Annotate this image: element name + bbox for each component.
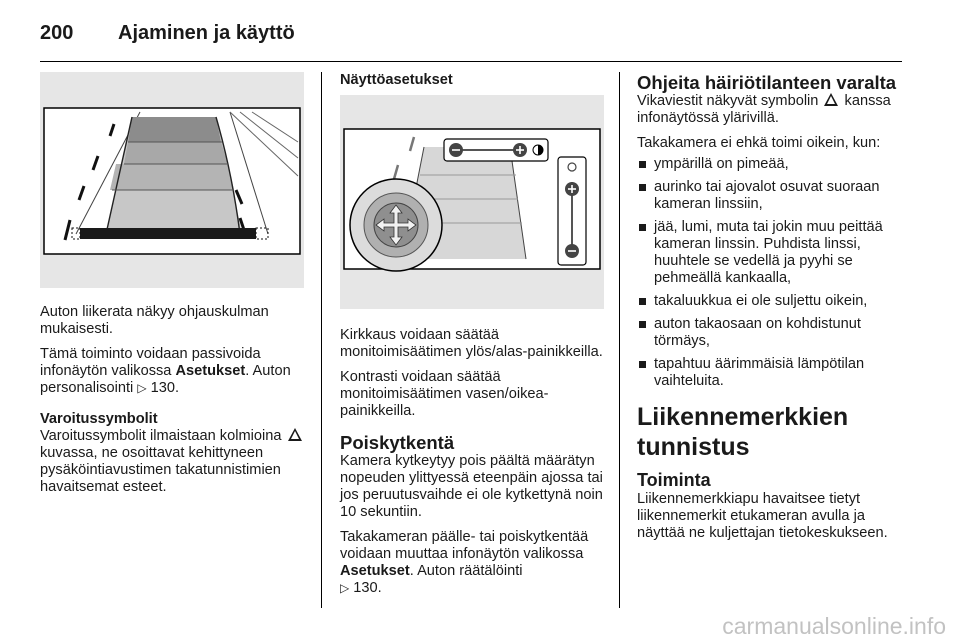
switch-off-heading: Poiskytkentä: [340, 432, 455, 453]
conditions-intro: Takakamera ei ehkä toimi oikein, kun:: [637, 135, 881, 151]
deactivation-paragraph: [40, 346, 305, 397]
warning-symbols-heading: Varoitussymbolit: [40, 411, 158, 427]
page-header: [40, 14, 910, 54]
page-reference: 130.: [150, 380, 180, 396]
fault-heading: Ohjeita häiriötilanteen varalta: [637, 72, 897, 93]
conditions-list: [637, 156, 907, 390]
fault-text-end: kanssa infonäytössä ylärivillä.: [637, 93, 891, 126]
list-item: jää, lumi, muta tai jokin muu peittää kameran linssin. Puhdista linssi, huuhtele se vedellä ja pyyhi se pehmeällä kankaalla,: [637, 219, 907, 287]
switch-off-text: Kamera kytkeytyy pois päältä määrätyn nopeuden ylittyessä eteenpäin ajossa tai jos peruutusvaihde ei ole kytkettynä noin 10 sekuntiin.: [340, 453, 603, 520]
warning-text-end: kuvassa, ne osoittavat kehittyneen pysäköintiavustimen takatunnistimien havaitsemat esteet.: [40, 445, 281, 495]
column-divider-1: [321, 72, 322, 608]
warning-text-start: Varoitussymbolit ilmaistaan kolmioina: [40, 428, 286, 444]
warning-triangle-icon: [288, 428, 302, 441]
deactivation-text: Tämä toiminto voidaan passivoida infonäytön valikossa: [40, 346, 261, 379]
warning-triangle-icon: [824, 93, 838, 106]
camera-toggle-paragraph: [340, 529, 605, 597]
arrow-reference-icon: ▷: [340, 581, 350, 595]
list-item: tapahtuu äärimmäisiä lämpötilan vaihteluita.: [637, 356, 907, 390]
display-settings-figure: [340, 95, 604, 309]
switch-off-section: [340, 432, 605, 521]
header-divider: [40, 61, 902, 62]
column-divider-2: [619, 72, 620, 608]
figure-caption: Auton liikerata näkyy ohjauskulman mukaisesti.: [40, 304, 269, 337]
column-2: [340, 72, 605, 605]
warning-symbols-paragraph: [40, 411, 305, 496]
list-item: auton takaosaan on kohdistunut törmäys,: [637, 316, 907, 350]
settings-term: Asetukset: [340, 563, 410, 579]
arrow-reference-icon: ▷: [137, 381, 147, 395]
function-heading: Toiminta: [637, 470, 711, 490]
display-settings-title: Näyttöasetukset: [340, 72, 453, 88]
brightness-paragraph: Kirkkaus voidaan säätää monitoimisäätimen ylös/alas-painikkeilla.: [340, 327, 603, 360]
settings-term: Asetukset: [175, 363, 246, 379]
contrast-paragraph: Kontrasti voidaan säätää monitoimisäätimen vasen/oikea-painikkeilla.: [340, 369, 549, 419]
list-item: takaluukkua ei ole suljettu oikein,: [637, 293, 907, 310]
personalisation-text: . Auton personalisointi: [40, 363, 291, 396]
list-item: ympärillä on pimeää,: [637, 156, 907, 173]
page-reference: 130.: [353, 580, 382, 596]
traffic-sign-heading: Liikennemerkkien tunnistus: [637, 403, 849, 461]
fault-section: [637, 72, 907, 127]
fault-text-start: Vikaviestit näkyvät symbolin: [637, 93, 823, 109]
watermark: carmanualsonline.info: [722, 613, 946, 639]
chapter-title: Ajaminen ja käyttö: [118, 22, 295, 44]
function-text: Liikennemerkkiapu havaitsee tietyt liikennemerkit etukameran avulla ja näyttää ne kuljettajan tietokeskukseen.: [637, 491, 888, 541]
function-section: [637, 470, 907, 542]
column-1: [40, 72, 305, 504]
camera-toggle-text: Takakameran päälle- tai poiskytkentää voidaan muuttaa infonäytön valikossa: [340, 529, 589, 562]
customisation-text: . Auton räätälöinti: [409, 563, 523, 579]
column-3: [637, 72, 907, 550]
page-number: 200: [40, 22, 74, 44]
list-item: aurinko tai ajovalot osuvat suoraan kameran linssiin,: [637, 179, 907, 213]
rear-camera-trajectory-figure: [40, 72, 304, 288]
